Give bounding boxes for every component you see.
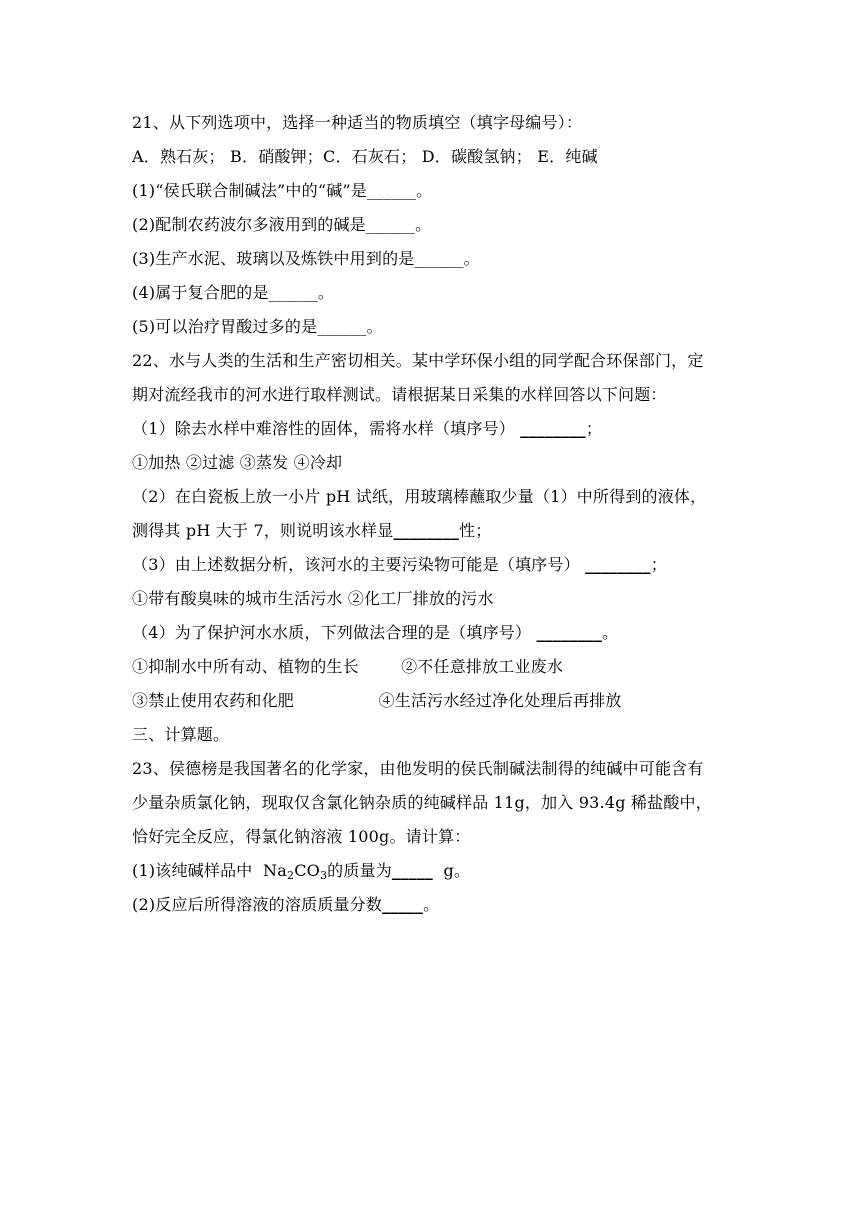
question-21-part-2: (2)配制农药波尔多液用到的碱是______。 [132, 215, 432, 234]
punctuation: 。 [602, 623, 619, 642]
question-text: （4）为了保护河水水质，下列做法合理的是（填序号） [132, 623, 532, 642]
question-23-intro-line-1: 23、侯德榜是我国著名的化学家，由他发明的侯氏制碱法制得的纯碱中可能含有 [132, 759, 704, 778]
punctuation: ； [650, 555, 667, 574]
question-21-intro: 21、从下列选项中，选择一种适当的物质填空（填字母编号）： [132, 113, 583, 132]
formula-text: CO [294, 861, 320, 880]
question-21-part-1: (1)“侯氏联合制碱法”中的“碱”是______。 [132, 181, 433, 200]
question-22-part-4-options-line-1: ①抑制水中所有动、植物的生长 ②不任意排放工业废水 [132, 657, 564, 676]
punctuation: ； [585, 419, 603, 438]
question-23-intro-line-2: 少量杂质氯化钠，现取仅含氯化钠杂质的纯碱样品 11g，加入 93.4g 稀盐酸中， [132, 793, 712, 812]
unit-text: g。 [432, 861, 471, 880]
question-23-part-2 [132, 894, 732, 916]
subscript: 3 [319, 869, 328, 882]
question-text: 测得其 pH 大于 7，则说明该水样显 [132, 521, 394, 540]
section-heading-calculation: 三、计算题。 [132, 725, 230, 744]
question-22-part-4 [132, 622, 732, 644]
punctuation: 性； [459, 521, 492, 540]
question-text: （1）除去水样中难溶性的固体，需将水样（填序号） [132, 419, 515, 438]
answer-blank: _____ [382, 895, 424, 914]
question-text: （3）由上述数据分析，该河水的主要污染物可能是（填序号） [132, 555, 580, 574]
answer-blank: ________ [585, 555, 651, 574]
question-23-intro-line-3: 恰好完全反应，得氯化钠溶液 100g。请计算： [132, 827, 471, 846]
question-21-options: A．熟石灰； B．硝酸钾；C．石灰石； D．碳酸氢钠； E．纯碱 [132, 147, 598, 166]
question-22-part-3 [132, 554, 732, 576]
question-text: (2)反应后所得溶液的溶质质量分数 [132, 895, 383, 914]
subscript: 2 [286, 869, 295, 882]
question-21-part-4: (4)属于复合肥的是______。 [132, 283, 335, 302]
question-22-part-3-options: ①带有酸臭味的城市生活污水 ②化工厂排放的污水 [132, 589, 494, 608]
question-21-part-3: (3)生产水泥、玻璃以及炼铁中用到的是______。 [132, 249, 480, 268]
question-23-part-1 [132, 860, 732, 882]
answer-blank: _____ [391, 861, 433, 880]
question-22-part-4-options-line-2: ③禁止使用农药和化肥 ④生活污水经过净化处理后再排放 [132, 691, 622, 710]
answer-blank: ________ [536, 623, 603, 642]
answer-blank: ________ [393, 521, 460, 540]
question-22-part-1 [132, 418, 732, 440]
question-22-intro-line-2: 期对流经我市的河水进行取样测试。请根据某日采集的水样回答以下问题： [132, 385, 667, 404]
question-text: (1)该纯碱样品中 Na [132, 861, 287, 880]
question-21-part-5: (5)可以治疗胃酸过多的是______。 [132, 317, 383, 336]
answer-blank: ________ [520, 419, 586, 438]
question-22-part-2-line-2 [132, 520, 732, 542]
question-text: 的质量为 [327, 861, 392, 880]
question-22-part-2-line-1: （2）在白瓷板上放一小片 pH 试纸，用玻璃棒蘸取少量（1）中所得到的液体， [132, 487, 707, 506]
punctuation: 。 [423, 895, 440, 914]
question-22-intro-line-1: 22、水与人类的生活和生产密切相关。某中学环保小组的同学配合环保部门，定 [132, 351, 704, 370]
question-22-part-1-options: ①加热 ②过滤 ③蒸发 ④冷却 [132, 453, 343, 472]
